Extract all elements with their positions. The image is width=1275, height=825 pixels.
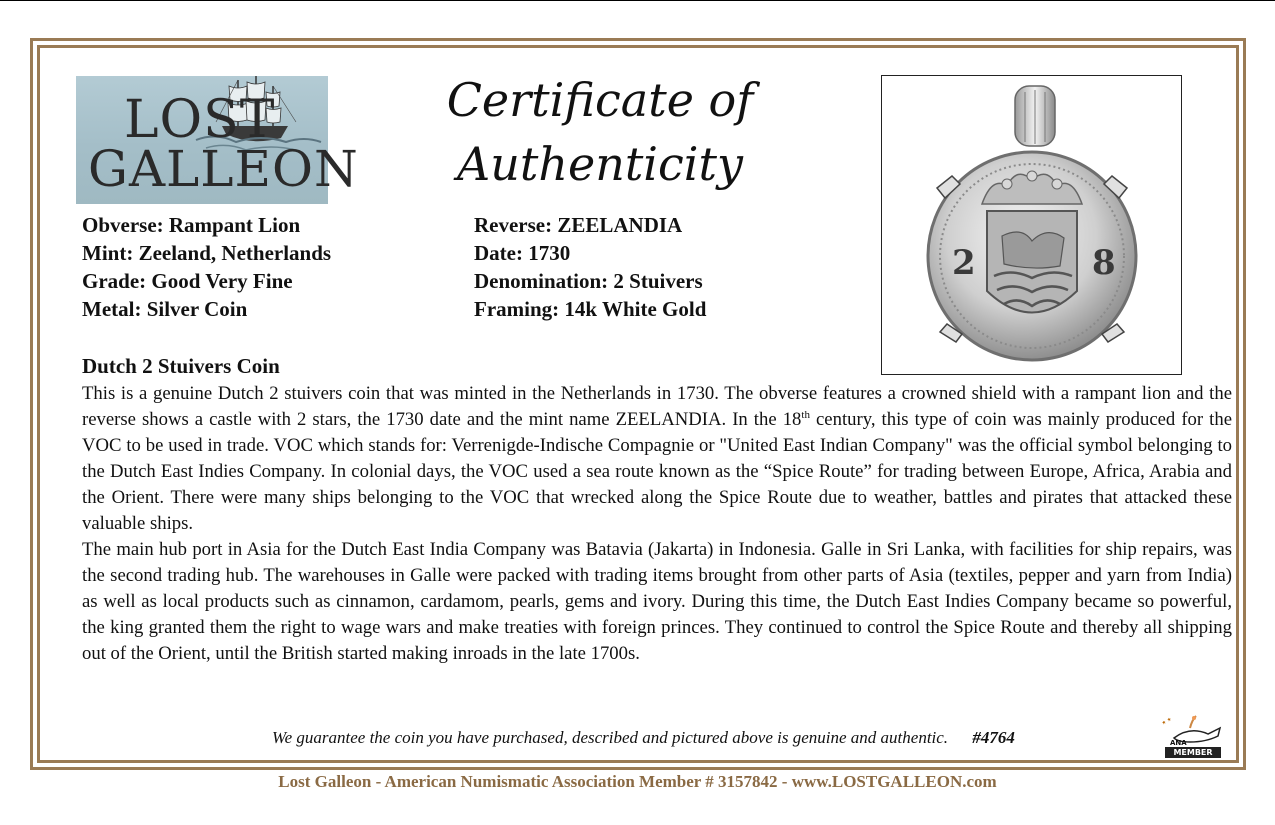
description-paragraph-1	[82, 381, 1232, 537]
guarantee-statement	[272, 728, 1015, 748]
footer-contact: Lost Galleon - American Numismatic Association Member # 3157842 - www.LOSTGALLEON.com	[278, 772, 997, 791]
ana-label: ANA	[1170, 739, 1187, 747]
coin-specs-right	[474, 211, 706, 323]
spec-denomination: Denomination: 2 Stuivers	[474, 269, 703, 293]
coin-specs-left	[82, 211, 331, 323]
title-line-2: Authenticity	[457, 137, 743, 191]
description-body	[82, 381, 1232, 667]
description-heading: Dutch 2 Stuivers Coin	[82, 354, 280, 378]
certificate-title	[395, 68, 805, 196]
title-line-1: Certificate of	[446, 73, 754, 127]
coin-numeral-left: 2	[952, 243, 976, 283]
guarantee-text: We guarantee the coin you have purchased, described and pictured above is genuine and authentic.	[272, 728, 949, 747]
coin-pendant-image	[882, 76, 1180, 373]
ordinal-suffix: th	[801, 408, 810, 421]
logo-text-galleon: GALLEON	[88, 140, 359, 198]
spec-mint: Mint: Zeeland, Netherlands	[82, 241, 332, 265]
spec-date: Date: 1730	[474, 241, 571, 265]
spec-reverse: Reverse: ZEELANDIA	[474, 213, 683, 237]
certificate-number: #4764	[972, 728, 1015, 747]
ana-member-badge	[1160, 712, 1230, 760]
paragraph-1-part-a: This is a genuine Dutch 2 stuivers coin that was minted in the Netherlands in 1730. The obverse features a crowned shield with a rampant lion and the reverse shows a castle with 2 stars, the 1730 date and the mint name ZEELANDIA. In the 18	[82, 383, 1232, 430]
spec-framing: Framing: 14k White Gold	[474, 297, 707, 321]
paragraph-1-part-b: century, this type of coin was mainly produced for the VOC to be used in trade. VOC which stands for: Verrenigde-Indische Compagnie or "United East Indian Company" was the official symbol belonging to the Dutch East Indies Company. In colonial days, the VOC used a sea route known as the “Spice Route” for trading between Europe, Africa, Arabia and the Orient. There were many ships belonging to the VOC that wrecked along the Spice Route due to weather, battles and pirates that attacked these valuable ships.	[82, 409, 1232, 534]
coin-numeral-right: 8	[1092, 243, 1116, 283]
spec-grade: Grade: Good Very Fine	[82, 269, 293, 293]
spec-metal: Metal: Silver Coin	[82, 297, 248, 321]
svg-text:★ ★: ★ ★	[1160, 716, 1173, 727]
coin-pendant-photo	[881, 75, 1182, 375]
member-label: MEMBER	[1165, 747, 1221, 758]
lost-galleon-logo	[76, 76, 359, 204]
spec-obverse: Obverse: Rampant Lion	[82, 213, 301, 237]
description-paragraph-2: The main hub port in Asia for the Dutch East India Company was Batavia (Jakarta) in Indonesia. Galle in Sri Lanka, with facilities for ship repairs, was the second trading hub. The warehouses in Galle were packed with trading items brought from other parts of Asia (textiles, pepper and yarn from India) as well as local products such as cinnamon, cardamom, pearls, gems and ivory. During this time, the Dutch East Indies Company became so powerful, the king granted them the right to wage wars and make treaties with foreign princes. They continued to control the Spice Route and thereby all shipping out of the Orient, until the British started making inroads in the late 1700s.	[82, 539, 1232, 664]
top-rule	[0, 0, 1275, 1]
logo-text-lost: LOST	[124, 90, 276, 150]
